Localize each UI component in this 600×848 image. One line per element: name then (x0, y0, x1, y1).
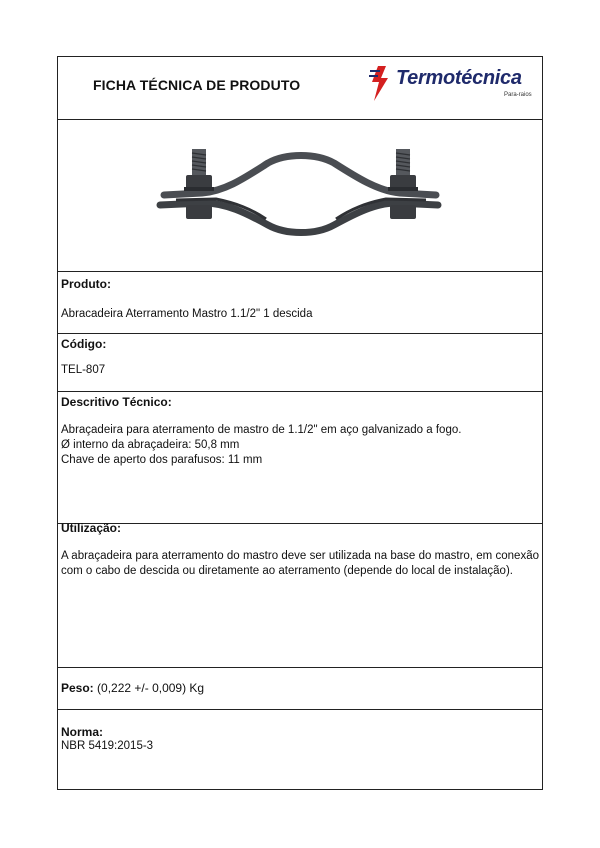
divider (58, 391, 542, 392)
utilizacao-label: Utilização: (61, 521, 122, 535)
logo-tagline: Para-raios (504, 92, 532, 98)
descritivo-line: Ø interno da abraçadeira: 50,8 mm (61, 439, 240, 451)
peso-row (61, 681, 204, 695)
norma-label: Norma: (61, 725, 104, 739)
codigo-value: TEL-807 (61, 364, 106, 376)
lightning-logo-icon (368, 65, 396, 103)
descritivo-label: Descritivo Técnico: (61, 395, 172, 409)
divider (58, 271, 542, 272)
norma-value: NBR 5419:2015-3 (61, 740, 154, 752)
divider (58, 333, 542, 334)
divider (58, 709, 542, 710)
utilizacao-text: A abraçadeira para aterramento do mastro deve ser utilizada na base do mastro, em conexão com o cabo de descida ou diretamente ao aterramento (depende do local de instalação). (61, 550, 539, 577)
company-logo (368, 63, 538, 107)
descritivo-line: Chave de aperto dos parafusos: 11 mm (61, 454, 263, 466)
divider (58, 119, 542, 120)
logo-brand-name: Termotécnica (396, 67, 522, 89)
page-title: FICHA TÉCNICA DE PRODUTO (93, 77, 301, 93)
produto-label: Produto: (61, 277, 111, 291)
divider (58, 667, 542, 668)
grounding-clamp-photo (156, 143, 446, 243)
divider (58, 523, 542, 524)
descritivo-line: Abraçadeira para aterramento de mastro de 1.1/2" em aço galvanizado a fogo. (61, 424, 462, 436)
codigo-label: Código: (61, 337, 107, 351)
peso-label: Peso: (61, 681, 94, 695)
peso-value: (0,222 +/- 0,009) Kg (97, 681, 205, 695)
technical-sheet (57, 56, 543, 790)
produto-value: Abracadeira Aterramento Mastro 1.1/2" 1 descida (61, 308, 313, 320)
